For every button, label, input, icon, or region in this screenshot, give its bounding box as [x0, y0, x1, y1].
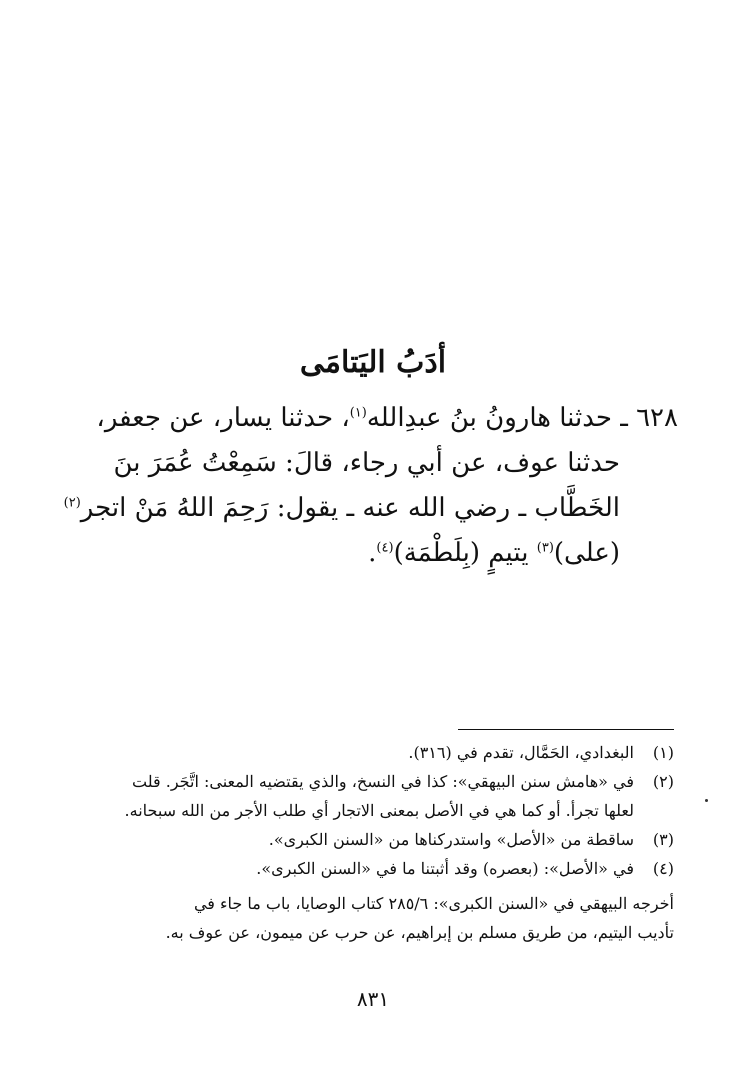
hadith-line-2: حدثنا عوف، عن أبي رجاء، قالَ: سَمِعْتُ عُمَرَ بنَ [113, 448, 620, 478]
hadith-line-4-text: (على) [553, 538, 620, 568]
footnote-ref-4: (٤) [376, 540, 394, 556]
footnote-4 [70, 854, 674, 883]
hadith-line-4 [62, 531, 678, 576]
chapter-title: أدَبُ اليَتامَى [299, 345, 447, 380]
footnote-continuation: لعلها تجرأ. أو كما هي في الأصل بمعنى الاتجار أي طلب الأجر من الله سبحانه. [124, 801, 634, 820]
footnote-3 [70, 825, 674, 854]
hadith-line-4-end: . [368, 538, 377, 568]
footnote-number: (٤) [652, 859, 674, 878]
footnote-ref-2: (٢) [63, 495, 81, 511]
hadith-line-3-text: الخَطَّاب ـ رضي الله عنه ـ يقول: رَحِمَ اللهُ مَنْ اتجر [80, 493, 620, 523]
footnotes [70, 738, 674, 947]
page-number: ٨٣١ [356, 987, 390, 1011]
takhrij-line: أخرجه البيهقي في «السنن الكبرى»: ٢٨٥/٦ كتاب الوصايا، باب ما جاء في [193, 894, 674, 913]
scan-speck [705, 799, 708, 802]
takhrij-line: تأديب اليتيم، من طريق مسلم بن إبراهيم، عن حرب عن ميمون، عن عوف به. [165, 923, 674, 942]
footnote-text: ساقطة من «الأصل» واستدركناها من «السنن الكبرى». [268, 830, 634, 849]
footnote-ref-3: (٣) [536, 540, 554, 556]
footnote-number: (٢) [652, 772, 674, 791]
hadith-line-1-end: ، حدثنا يسار، عن جعفر، [96, 403, 350, 433]
footnote-ref-1: (١) [349, 405, 367, 421]
footnote-1 [70, 738, 674, 767]
takhrij-note [70, 889, 674, 947]
footnote-number: (٣) [652, 830, 674, 849]
footnote-separator [458, 729, 674, 730]
footnote-text: في «الأصل»: (بعصره) وقد أثبتنا ما في «السنن الكبرى». [256, 859, 634, 878]
footnote-number: (١) [652, 743, 674, 762]
hadith-line-3 [62, 486, 678, 531]
hadith-text [62, 396, 678, 576]
hadith-line-1 [62, 396, 678, 441]
hadith-line-4-mid: يتيمٍ (بِلَطْمَة) [393, 538, 537, 568]
footnote-2 [70, 767, 674, 825]
footnote-text: البغدادي، الحَمَّال، تقدم في (٣١٦). [408, 743, 634, 762]
footnote-text: في «هامش سنن البيهقي»: كذا في النسخ، والذي يقتضيه المعنى: اتَّجَر. قلت [132, 772, 634, 791]
hadith-line-1-text: ٦٢٨ ـ حدثنا هارونُ بنُ عبدِالله [366, 403, 678, 433]
